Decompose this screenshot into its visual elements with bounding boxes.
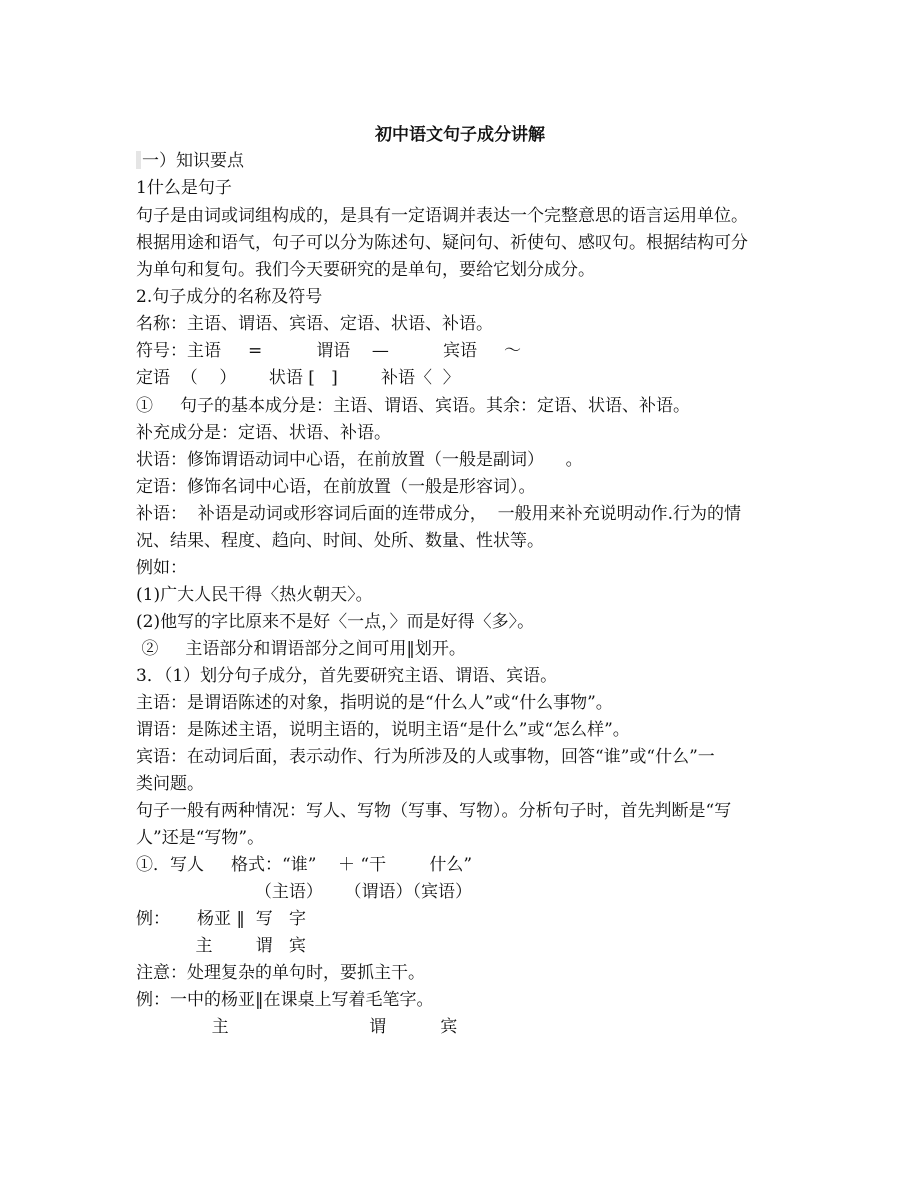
paragraph-line: ① 句子的基本成分是：主语、谓语、宾语。其余：定语、状语、补语。 <box>136 396 691 416</box>
format-labels-line: （主语） （谓语）（宾语） <box>136 882 472 902</box>
paragraph-line: 定语：修饰名词中心语，在前放置（一般是形容词）。 <box>136 477 536 497</box>
document-title: 初中语文句子成分讲解 <box>375 125 545 145</box>
example-labels-line: 主 谓 宾 <box>136 1017 458 1037</box>
paragraph-line: 注意：处理复杂的单句时，要抓主干。 <box>136 963 425 983</box>
paragraph-line: 为单句和复句。我们今天要研究的是单句，要给它划分成分。 <box>136 260 595 280</box>
format-line: ①．写人 格式：“谁” ＋ “干 什么” <box>136 855 473 875</box>
paragraph-line: 例如： <box>136 558 187 578</box>
section-heading: 一）知识要点 <box>136 150 244 172</box>
symbol-line: 符号：主语 = 谓语 — 宾语 ～ <box>136 341 521 361</box>
example-labels-line: 主 谓 宾 <box>136 936 306 956</box>
paragraph-line: 句子是由词或词组构成的，是具有一定语调并表达一个完整意思的语言运用单位。 <box>136 206 748 226</box>
subheading: 1什么是句子 <box>136 178 232 198</box>
paragraph-line: 类问题。 <box>136 774 204 794</box>
paragraph-line: 谓语：是陈述主语，说明主语的，说明主语“是什么”或“怎么样”。 <box>136 720 630 740</box>
paragraph-line: 宾语：在动词后面，表示动作、行为所涉及的人或事物，回答“谁”或“什么”一 <box>136 747 715 767</box>
paragraph-line: 句子一般有两种情况：写人、写物（写事、写物）。分析句子时，首先判断是“写 <box>136 801 732 821</box>
paragraph-line: 补充成分是：定语、状语、补语。 <box>136 423 391 443</box>
example-line: (2)他写的字比原来不是好〈一点，〉而是好得〈多〉。 <box>136 612 535 632</box>
paragraph-line: 人”还是“写物”。 <box>136 828 265 848</box>
paragraph-line: ② 主语部分和谓语部分之间可用‖划开。 <box>136 639 466 659</box>
paragraph-line: 根据用途和语气，句子可以分为陈述句、疑问句、祈使句、感叹句。根据结构可分 <box>136 233 748 253</box>
subheading: 3．（1）划分句子成分，首先要研究主语、谓语、宾语。 <box>136 666 558 686</box>
paragraph-line: 补语： 补语是动词或形容词后面的连带成分， 一般用来补充说明动作.行为的情 <box>136 504 742 524</box>
example-line: (1)广大人民干得〈热火朝天〉。 <box>136 585 373 605</box>
paragraph-line: 状语：修饰谓语动词中心语，在前放置（一般是副词） 。 <box>136 450 583 470</box>
example-line: 例： 杨亚 ‖ 写 字 <box>136 909 306 929</box>
example-line: 例：一中的杨亚‖在课桌上写着毛笔字。 <box>136 990 434 1010</box>
symbol-line: 定语 （ ） 状语 [ ] 补语〈 〉 <box>136 368 460 388</box>
subheading: 2.句子成分的名称及符号 <box>136 287 323 307</box>
paragraph-line: 主语：是谓语陈述的对象，指明说的是“什么人”或“什么事物”。 <box>136 693 613 713</box>
paragraph-line: 况、结果、程度、趋向、时间、处所、数量、性状等。 <box>136 531 544 551</box>
selection-marker <box>136 151 141 169</box>
paragraph-line: 名称：主语、谓语、宾语、定语、状语、补语。 <box>136 314 493 334</box>
